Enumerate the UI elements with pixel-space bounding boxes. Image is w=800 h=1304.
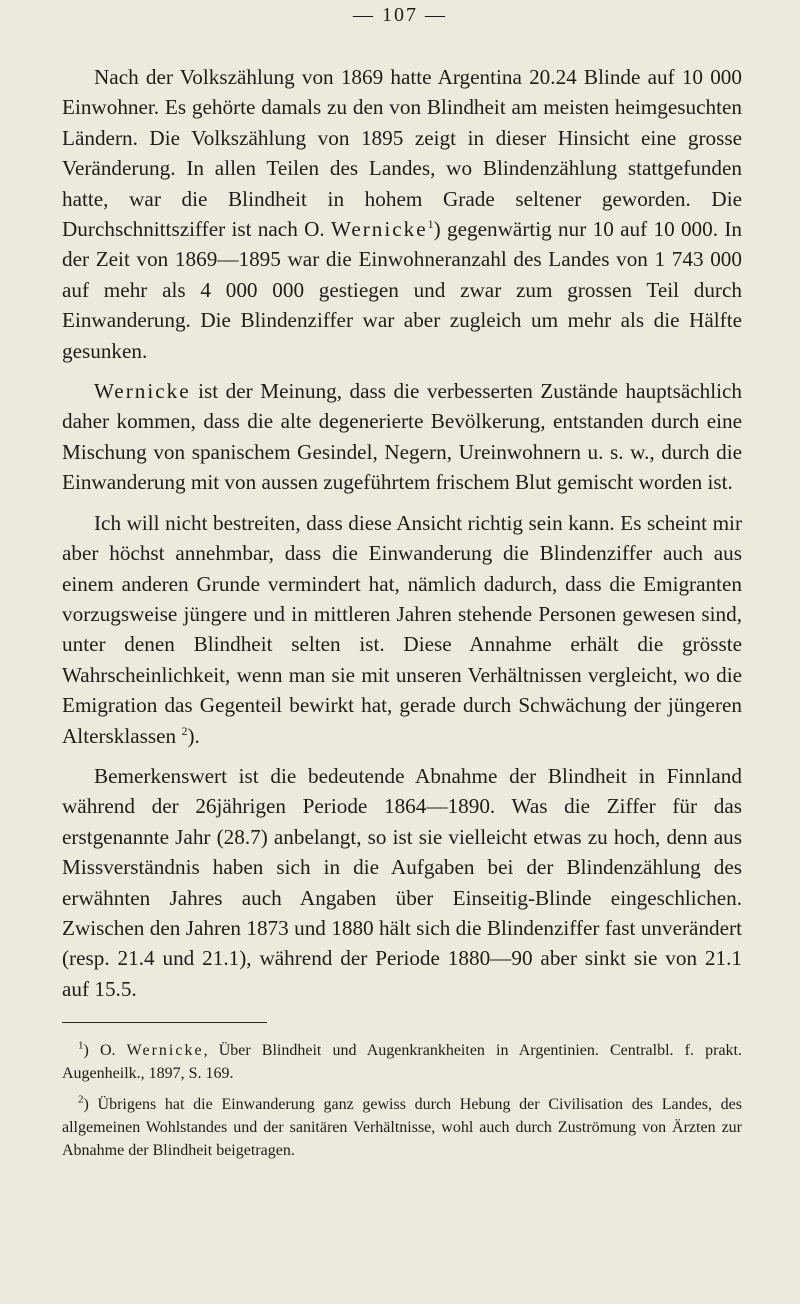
- paragraph-3: [62, 508, 742, 751]
- paragraph-2: [62, 376, 742, 498]
- page-body: [62, 62, 742, 1170]
- paragraph-4-text: Bemerkenswert ist die bedeutende Abnahme der Blindheit in Finnland während der 26jährigen Periode 1864—1890. Was die Ziffer für das erstgenannte Jahr (28.7) anbelangt, so ist sie vielleicht etwas zu hoch, denn aus Missverständnis haben sich in die Aufgaben bei der Blindenzählung des erwähnten Jahres auch Angaben über Einseitig-Blinde eingeschlichen. Zwischen den Jahren 1873 und 1880 hält sich die Blindenziffer fast unverändert (resp. 21.4 und 21.1), während der Periode 1880—90 aber sinkt sie von 21.1 auf 15.5.: [62, 763, 742, 1001]
- footnote-1-prefix: O.: [99, 1042, 127, 1060]
- footnote-divider: [62, 1022, 267, 1023]
- footnote-mark-2: 2: [78, 1093, 84, 1106]
- paragraph-2-text: ist der Meinung, dass die verbesserten Zustände hauptsächlich daher kommen, dass die alte degenerierte Bevölkerung, entstanden durch eine Mischung von spanischem Gesindel, Negern, Ureinwohnern u. s. w., durch die Einwanderung mit von aussen zugeführtem frischem Blut gemischt worden ist.: [62, 379, 742, 495]
- footnote-mark-1: 1: [78, 1039, 84, 1052]
- author-name: Wernicke: [331, 217, 428, 242]
- footnote-1-text: , Über Blindheit und Augenkrankheiten in Argentinien. Centralbl. f. prakt. Augenheilk., 1897, S. 169.: [62, 1042, 742, 1083]
- footnote-1: $^1$) O. Wernicke, Über Blindheit und Augenkrankheiten in Argentinien. Centralbl. f. prakt. Augenheilk., 1897, S. 169.: [62, 1039, 742, 1083]
- footnote-ref-1[interactable]: 1: [427, 216, 434, 231]
- paragraph-3-text: Ich will nicht bestreiten, dass diese Ansicht richtig sein kann. Es scheint mir aber höchst annehmbar, dass die Einwanderung die Blindenziffer auch aus einem anderen Grunde vermindert hat, nämlich dadurch, dass die Emigranten vorzugsweise jüngere und in mittleren Jahren stehende Personen gewesen sind, unter denen Blindheit selten ist. Diese Annahme erhält die grösste Wahrscheinlichkeit, wenn man sie mit unseren Verhältnissen vergleicht, wo die Emigration das Gegenteil bewirkt hat, gerade durch Schwächung der jüngeren Altersklassen: [62, 510, 742, 748]
- footnote-ref-2[interactable]: 2: [181, 723, 188, 738]
- footnote-author: Wernicke: [126, 1042, 204, 1060]
- footnote-2: $^2$) Übrigens hat die Einwanderung ganz gewiss durch Hebung der Civilisation des Landes, des allgemeinen Wohlstandes und der sanitären Verhältnisse, wohl auch durch Zuströmung von Ärzten zur Abnahme der Blindheit beigetragen.: [62, 1093, 743, 1160]
- page-number: — 107 —: [353, 4, 447, 26]
- paragraph-1: [62, 62, 742, 366]
- paragraph-1-rest: ) gegenwärtig nur 10 auf 10 000. In der Zeit von 1869—1895 war die Einwohneranzahl des Landes von 1 743 000 auf mehr als 4 000 000 gestiegen und zwar zum grossen Teil durch Einwanderung. Die Blindenziffer war aber zugleich um mehr als die Hälfte gesunken.: [62, 217, 743, 363]
- author-name: Wernicke: [94, 379, 191, 404]
- paragraph-4: [62, 761, 742, 1004]
- footnote-2-text: Übrigens hat die Einwanderung ganz gewiss durch Hebung der Civilisation des Landes, des allgemeinen Wohlstandes und der sanitären Verhältnisse, wohl auch durch Zuströmung von Ärzten zur Abnahme der Blindheit beigetragen.: [62, 1096, 743, 1160]
- paragraph-1-text: Nach der Volkszählung von 1869 hatte Argentina 20.24 Blinde auf 10 000 Einwohner. Es gehörte damals zu den von Blindheit am meisten heimgesuchten Ländern. Die Volkszählung von 1895 zeigt in dieser Hinsicht eine grosse Veränderung. In allen Teilen des Landes, wo Blindenzählung stattgefunden hatte, war die Blindheit in hohem Grade seltener geworden. Die Durchschnittsziffer ist nach O.: [62, 65, 742, 242]
- paragraph-3-rest: ).: [187, 723, 200, 748]
